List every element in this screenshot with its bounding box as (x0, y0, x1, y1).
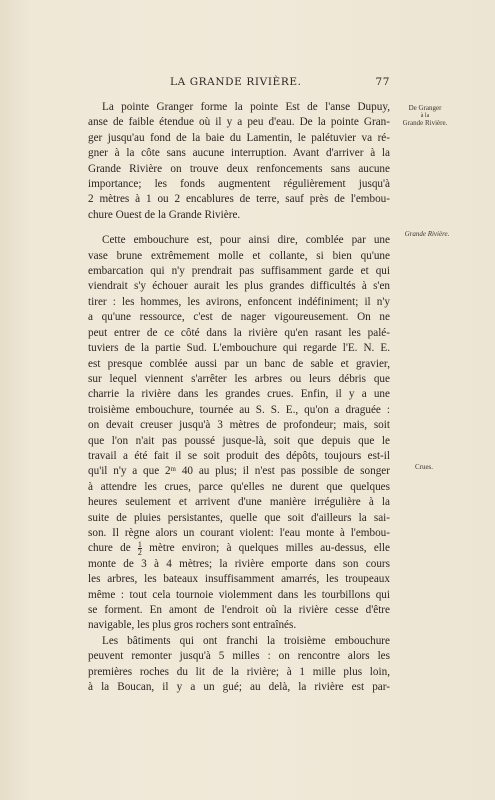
running-title: LA GRANDE RIVIÈRE. (170, 76, 302, 88)
text-line: peut entrer de ce côté dans la rivière qu'en rasant les palé- (88, 326, 390, 339)
text-line: navigable, les plus gros rochers sont entraînés. (88, 619, 297, 632)
paragraph-1 (88, 100, 390, 223)
text-line: charrie la rivière dans les grandes crues. Enfin, il y a une (88, 388, 390, 401)
text-line: importance; les fonds augmentent régulièrement jusqu'à (88, 178, 390, 191)
margin-note-granger (396, 104, 454, 127)
margin-note-grande-riviere: Grande Rivière. (404, 230, 450, 238)
text-line: suite de pluies persistantes, quelle que soit d'ailleurs la sai- (88, 511, 390, 524)
text-line: travail a été fait il se soit produit des dépôts, toujours est-il (88, 449, 390, 462)
fraction-numerator: 1 (137, 540, 142, 550)
text-line: à attendre les crues, parce qu'elles ne durent que quelques (88, 480, 390, 493)
text-line: La pointe Granger forme la pointe Est de l'anse Dupuy, (102, 101, 390, 113)
fraction-prefix: chure de (88, 542, 138, 555)
text-line: chure Ouest de la Grande Rivière. (88, 208, 241, 221)
fraction-suffix: mètre environ; à quelques milles au-dessus, elle (141, 542, 390, 555)
text-line: son. Il règne alors un courant violent: l'eau monte à l'embou- (88, 526, 390, 539)
text-line: est presque comblée aussi par un banc de sable et gravier, (88, 357, 390, 370)
paragraph-gap (88, 223, 390, 233)
text-line: Cette embouchure est, pour ainsi dire, comblée par une (102, 234, 390, 247)
margin-note-line: Grande Rivière. (402, 118, 448, 127)
text-line: 2 mètres à 1 ou 2 encablures de terre, sauf près de l'embou- (88, 193, 390, 206)
text-line: on devait creuser jusqu'à 3 mètres de profondeur; mais, soit (88, 419, 390, 432)
text-line: Les bâtiments qui ont franchi la troisième embouchure (102, 634, 390, 647)
text-line: anse de faible étendue où il y a peu d'eau. De la pointe Gran- (88, 116, 390, 129)
text-line: viendrait s'y échouer aurait les plus grandes difficultés à s'en (88, 280, 390, 293)
text-line: monte de 3 à 4 mètres; la rivière emporte dans son cours (88, 557, 390, 570)
text-line: a qu'une ressource, c'est de nager vigoureusement. On ne (88, 311, 390, 324)
text-line: sur lequel viennent s'arrêter les arbres ou leurs débris que (88, 372, 390, 385)
body-text (88, 100, 390, 696)
margin-note-line: à la (420, 112, 430, 119)
paragraph-2 (88, 233, 390, 634)
text-line: ger jusqu'au fond de la baie du Lamentin, le palétuvier va ré- (88, 131, 390, 144)
text-line: que l'on n'ait pas poussé jusque-là, soit que depuis que le (88, 434, 390, 447)
text-line: peuvent remonter jusqu'à 5 milles : on rencontre alors les (88, 650, 390, 663)
margin-note-crues: Crues. (414, 463, 434, 471)
text-line: troisième embouchure, tournée au S. S. E., qu'on a draguée : (88, 403, 390, 416)
text-line: gner à la côte sans aucune interruption. Avant d'arriver à la (88, 147, 390, 160)
page-number: 77 (375, 76, 390, 88)
text-line: premières roches du lit de la rivière; à 1 mille plus loin, (88, 665, 390, 678)
text-line: qu'il n'y a que 2ᵐ 40 au plus; il n'est pas possible de songer (88, 465, 390, 478)
text-line: vase brune extrêmement molle et collante, si bien qu'une (88, 249, 390, 262)
text-line: à la Boucan, il y a un gué; au delà, la rivière est par- (88, 681, 390, 694)
margin-note-line: De Granger (408, 104, 442, 112)
text-line: heures seulement et arrivent d'une manière irrégulière à la (88, 496, 390, 509)
text-line: embarcation qui n'y prendrait pas suffisamment garde et qui (88, 265, 390, 278)
text-line: tuviers de la partie Sud. L'embouchure qui regarde l'E. N. E. (88, 342, 390, 355)
running-header (88, 76, 390, 92)
text-line: les arbres, les bateaux insuffisamment amarrés, les troupeaux (88, 573, 390, 586)
text-line: Grande Rivière on trouve deux renfoncements sans aucune (88, 162, 390, 175)
text-line: même : tout cela tournoie violemment dans les tourbillons qui (88, 588, 390, 601)
paragraph-3 (88, 634, 390, 696)
text-line: tirer : les hommes, les avirons, enfoncent indéfiniment; il n'y (88, 295, 390, 308)
text-line-with-fraction (88, 541, 390, 556)
fraction-denominator: 2 (137, 548, 142, 558)
text-line: se forment. En amont de l'endroit où la rivière cesse d'être (88, 604, 390, 617)
